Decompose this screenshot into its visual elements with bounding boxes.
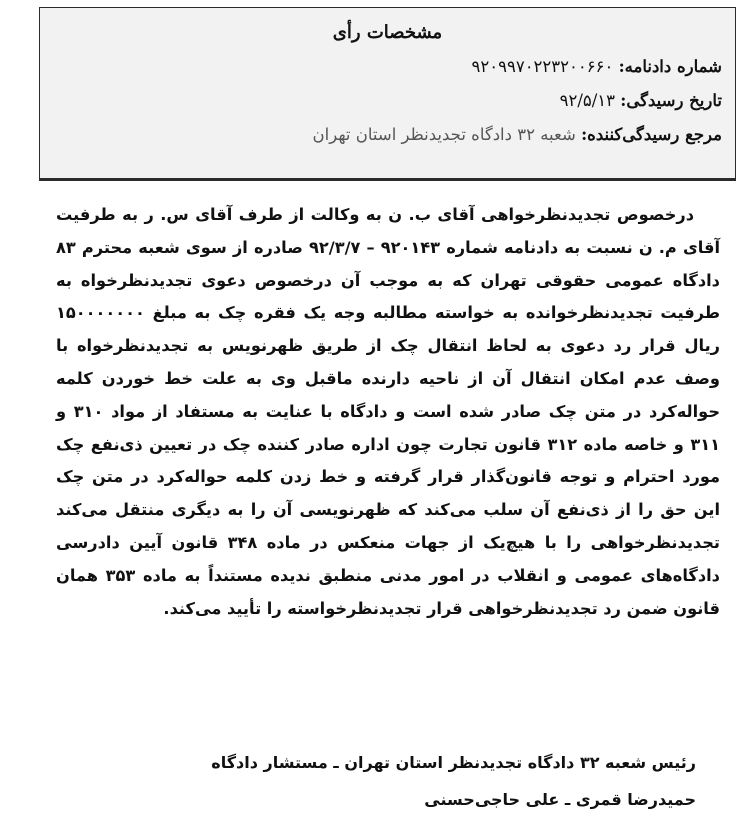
reviewing-authority-value: شعبه ۳۲ دادگاه تجدیدنظر استان تهران [312, 125, 576, 144]
signature-names: حمیدرضا قمری ـ علی حاجی‌حسنی [424, 790, 696, 809]
reviewing-authority-label: مرجع رسیدگی‌کننده: [581, 125, 722, 144]
verdict-paragraph: درخصوص تجدیدنظرخواهی آقای ب. ن به وکالت از طرف آقای س. ر به طرفیت آقای م. ن نسبت به دادنامه شماره ۹۲۰۱۴۳ – ۹۲/۳/۷ صادره از سوی شعبه محترم ۸۳ دادگاه عمومی حقوقی تهران که به موجب آن درخصوص دعوی تجدیدنظرخواه به طرفیت تجدیدنظرخوانده به خواسته مطالبه وجه یک فقره چک به مبلغ ۱۵۰۰۰۰۰۰۰ ریال قرار رد دعوی به لحاظ انتقال چک از طریق ظهرنویس به تجدیدنظرخواه با وصف عدم امکان انتقال آن از ناحیه دارنده ماقبل وی به علت خط خوردن کلمه حواله‌کرد در متن چک صادر شده است و دادگاه با عنایت به مستفاد از مواد ۳۱۰ و ۳۱۱ و خاصه ماده ۳۱۲ قانون تجارت چون اداره صادر کننده چک در تعیین ذی‌نفع چک مورد احترام و توجه قانون‌گذار قرار گرفته و خط زدن کلمه حواله‌کرد در متن چک این حق را از ذی‌نفع آن سلب می‌کند که ظهرنویسی آن را به دیگری منتقل می‌کند تجدیدنظرخواهی را با هیچ‌یک از جهات منعکس در ماده ۳۴۸ قانون آیین دادرسی دادگاه‌های عمومی و انقلاب در امور مدنی منطبق ندیده مستنداً به ماده ۳۵۳ همان قانون ضمن رد تجدیدنظرخواهی قرار تجدیدنظرخواسته را تأیید می‌کند. [56, 205, 721, 618]
reviewing-authority-row [53, 118, 722, 152]
verdict-body [56, 199, 720, 625]
verdict-details-box [39, 7, 736, 181]
review-date-value: ۹۲/۵/۱۳ [559, 91, 616, 110]
signature-title: رئیس شعبه ۳۲ دادگاه تجدیدنظر استان تهران ـ مستشار دادگاه [211, 753, 696, 772]
case-number-value: ۹۲۰۹۹۷۰۲۲۳۲۰۰۶۶۰ [471, 57, 614, 76]
case-number-row [53, 50, 722, 84]
verdict-details-title: مشخصات رأی [332, 22, 443, 43]
review-date-row [53, 84, 722, 118]
case-number-label: شماره دادنامه: [618, 57, 722, 76]
review-date-label: تاریخ رسیدگی: [620, 91, 722, 110]
